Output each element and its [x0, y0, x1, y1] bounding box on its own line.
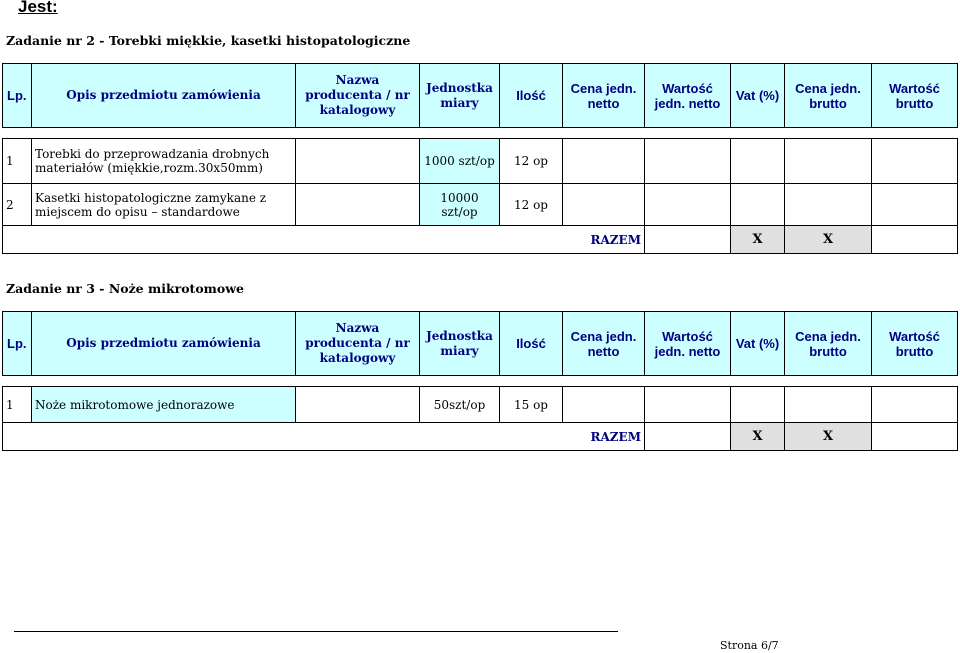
table-row [3, 139, 958, 184]
razem-x-vat: X [731, 226, 785, 254]
table-zadanie-2 [2, 63, 958, 254]
header-vat: Vat (%) [731, 64, 785, 128]
cell-lp: 1 [3, 387, 32, 423]
page-heading: Jest: [18, 0, 58, 16]
razem-label: RAZEM [3, 423, 645, 451]
cell-cena-brutto[interactable] [785, 387, 872, 423]
header-cena-brutto: Cena jedn. brutto [785, 312, 872, 376]
cell-opis: Noże mikrotomowe jednorazowe [32, 387, 296, 423]
header-row [3, 64, 958, 128]
section-title-zadanie-3: Zadanie nr 3 - Noże mikrotomowe [6, 281, 244, 296]
cell-wartosc-jedn-netto[interactable] [645, 387, 731, 423]
razem-wartosc-brutto[interactable] [872, 423, 958, 451]
section-title-zadanie-2: Zadanie nr 2 - Torebki miękkie, kasetki histopatologiczne [6, 33, 411, 48]
razem-wartosc-netto[interactable] [645, 423, 731, 451]
header-vat: Vat (%) [731, 312, 785, 376]
cell-jednostka: 50szt/op [420, 387, 500, 423]
cell-ilosc: 12 op [500, 184, 563, 226]
page-number: Strona 6/7 [720, 639, 779, 652]
header-lp: Lp. [3, 64, 32, 128]
cell-opis: Kasetki histopatologiczne zamykane z miejscem do opisu – standardowe [32, 184, 296, 226]
cell-cena-brutto[interactable] [785, 139, 872, 184]
header-cena-brutto: Cena jedn. brutto [785, 64, 872, 128]
cell-ilosc: 12 op [500, 139, 563, 184]
footer-divider [14, 631, 618, 632]
header-producent: Nazwa producenta / nr katalogowy [296, 312, 420, 376]
header-opis: Opis przedmiotu zamówienia [32, 312, 296, 376]
razem-wartosc-brutto[interactable] [872, 226, 958, 254]
cell-wartosc-jedn-netto[interactable] [645, 139, 731, 184]
cell-producent[interactable] [296, 139, 420, 184]
header-producent: Nazwa producenta / nr katalogowy [296, 64, 420, 128]
cell-opis: Torebki do przeprowadzania drobnych materiałów (miękkie,rozm.30x50mm) [32, 139, 296, 184]
header-cena-netto: Cena jedn. netto [563, 312, 645, 376]
cell-jednostka: 10000 szt/op [420, 184, 500, 226]
header-wartosc-jedn-netto: Wartość jedn. netto [645, 312, 731, 376]
razem-row [3, 423, 958, 451]
cell-vat[interactable] [731, 387, 785, 423]
header-jednostka: Jednostka miary [420, 64, 500, 128]
cell-lp: 2 [3, 184, 32, 226]
cell-wartosc-brutto[interactable] [872, 387, 958, 423]
header-opis: Opis przedmiotu zamówienia [32, 64, 296, 128]
spacer-row [3, 128, 958, 139]
header-wartosc-brutto: Wartość brutto [872, 312, 958, 376]
cell-cena-brutto[interactable] [785, 184, 872, 226]
header-ilosc: Ilość [500, 64, 563, 128]
cell-wartosc-brutto[interactable] [872, 184, 958, 226]
table-row [3, 387, 958, 423]
razem-label: RAZEM [3, 226, 645, 254]
header-lp: Lp. [3, 312, 32, 376]
cell-vat[interactable] [731, 184, 785, 226]
cell-jednostka: 1000 szt/op [420, 139, 500, 184]
cell-cena-netto[interactable] [563, 387, 645, 423]
header-wartosc-jedn-netto: Wartość jedn. netto [645, 64, 731, 128]
cell-producent[interactable] [296, 387, 420, 423]
cell-producent[interactable] [296, 184, 420, 226]
cell-wartosc-jedn-netto[interactable] [645, 184, 731, 226]
cell-lp: 1 [3, 139, 32, 184]
razem-row [3, 226, 958, 254]
cell-cena-netto[interactable] [563, 139, 645, 184]
header-cena-netto: Cena jedn. netto [563, 64, 645, 128]
header-row [3, 312, 958, 376]
razem-x-cena-brutto: X [785, 423, 872, 451]
cell-cena-netto[interactable] [563, 184, 645, 226]
cell-ilosc: 15 op [500, 387, 563, 423]
header-ilosc: Ilość [500, 312, 563, 376]
cell-vat[interactable] [731, 139, 785, 184]
razem-x-vat: X [731, 423, 785, 451]
header-jednostka: Jednostka miary [420, 312, 500, 376]
cell-wartosc-brutto[interactable] [872, 139, 958, 184]
razem-wartosc-netto[interactable] [645, 226, 731, 254]
header-wartosc-brutto: Wartość brutto [872, 64, 958, 128]
table-zadanie-3 [2, 311, 958, 451]
spacer-row [3, 376, 958, 387]
table-row [3, 184, 958, 226]
razem-x-cena-brutto: X [785, 226, 872, 254]
